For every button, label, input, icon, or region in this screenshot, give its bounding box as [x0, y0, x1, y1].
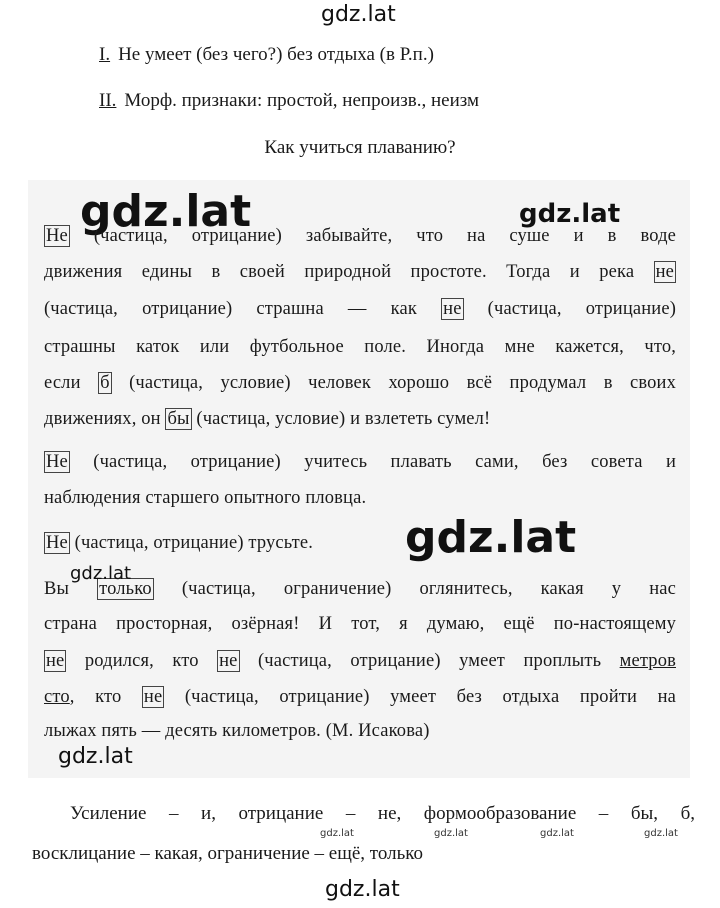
text-line	[44, 262, 676, 283]
text-fragment: движениях, он	[44, 409, 166, 429]
text-line	[44, 409, 676, 430]
text-fragment: если	[44, 373, 99, 393]
text-line	[44, 579, 676, 600]
underlined-word: метров	[619, 651, 676, 671]
text-fragment: (частица, отрицание) умеет без отдыха пройти на	[164, 687, 676, 707]
watermark: gdz.lat	[70, 563, 132, 584]
text-fragment: (частица, отрицание) учитесь плавать сами, без совета и	[69, 452, 676, 472]
text-fragment: (частица, условие) человек хорошо всё продумал в своих	[111, 373, 677, 393]
watermark: gdz.lat	[58, 744, 133, 769]
text-fragment: , кто	[69, 687, 142, 707]
roman-numeral: II.	[99, 90, 117, 111]
text-line	[44, 651, 676, 672]
text-fragment: (частица, отрицание) трусьте.	[69, 533, 314, 553]
underlined-word: сто	[44, 687, 70, 707]
text-line	[44, 226, 676, 247]
summary-line-1: Усиление – и, отрицание – не, формообразование – бы, б,	[70, 803, 695, 824]
text-fragment: (частица, условие) и взлететь сумел!	[191, 409, 491, 429]
watermark: gdz.lat	[80, 186, 252, 237]
analysis-line-2	[99, 90, 479, 112]
particle-box: не	[443, 299, 462, 319]
particle-box: Не	[46, 226, 68, 246]
text-fragment: движения едины в своей природной простоте. Тогда и река	[44, 262, 654, 282]
text-title: Как учиться плаванию?	[264, 137, 456, 158]
watermark: gdz.lat	[540, 828, 574, 839]
text-line	[44, 299, 676, 320]
particle-box: не	[46, 651, 65, 671]
particle-box: б	[100, 373, 110, 393]
watermark: gdz.lat	[325, 877, 400, 902]
watermark: gdz.lat	[321, 2, 396, 27]
text-line	[44, 452, 676, 473]
watermark: gdz.lat	[434, 828, 468, 839]
particle-box: только	[99, 579, 152, 599]
text-line	[44, 488, 676, 509]
particle-box: бы	[167, 409, 190, 429]
roman-numeral: I.	[99, 44, 111, 65]
text-fragment: (частица, отрицание) страшна — как	[44, 299, 442, 319]
watermark: gdz.lat	[519, 199, 621, 229]
text-fragment: (частица, отрицание)	[463, 299, 677, 319]
text-fragment: (частица, отрицание) умеет проплыть	[239, 651, 620, 671]
text-fragment: наблюдения старшего опытного пловца.	[44, 488, 367, 508]
text-fragment: страна просторная, озёрная! И тот, я думаю, ещё по-настоящему	[44, 614, 676, 634]
text-line	[44, 687, 676, 708]
summary-line-2: восклицание – какая, ограничение – ещё, только	[32, 843, 424, 864]
particle-box: Не	[46, 533, 68, 553]
particle-box: не	[655, 262, 674, 282]
watermark: gdz.lat	[320, 828, 354, 839]
text-fragment: родился, кто	[66, 651, 218, 671]
text-line	[44, 337, 676, 358]
particle-box: не	[219, 651, 238, 671]
watermark: gdz.lat	[405, 512, 577, 563]
analysis-line-1	[99, 44, 434, 66]
particle-box: не	[143, 687, 163, 707]
analysis-text: Не умеет (без чего?) без отдыха (в Р.п.)	[118, 44, 434, 65]
text-fragment: страшны каток или футбольное поле. Иногда мне кажется, что,	[44, 337, 676, 357]
text-line	[44, 721, 676, 742]
analysis-text: Морф. признаки: простой, непроизв., неизм	[124, 90, 479, 111]
text-fragment: лыжах пять — десять километров. (М. Исакова)	[44, 721, 430, 741]
watermark: gdz.lat	[644, 828, 678, 839]
text-fragment: (частица, отрицание) забывайте, что на суше и в воде	[69, 226, 676, 246]
text-line	[44, 614, 676, 635]
particle-box: Не	[46, 452, 68, 472]
text-line	[44, 373, 676, 394]
text-fragment: (частица, ограничение) оглянитесь, какая у нас	[153, 579, 676, 599]
text-fragment: Вы	[44, 579, 98, 599]
text-line	[44, 533, 676, 554]
